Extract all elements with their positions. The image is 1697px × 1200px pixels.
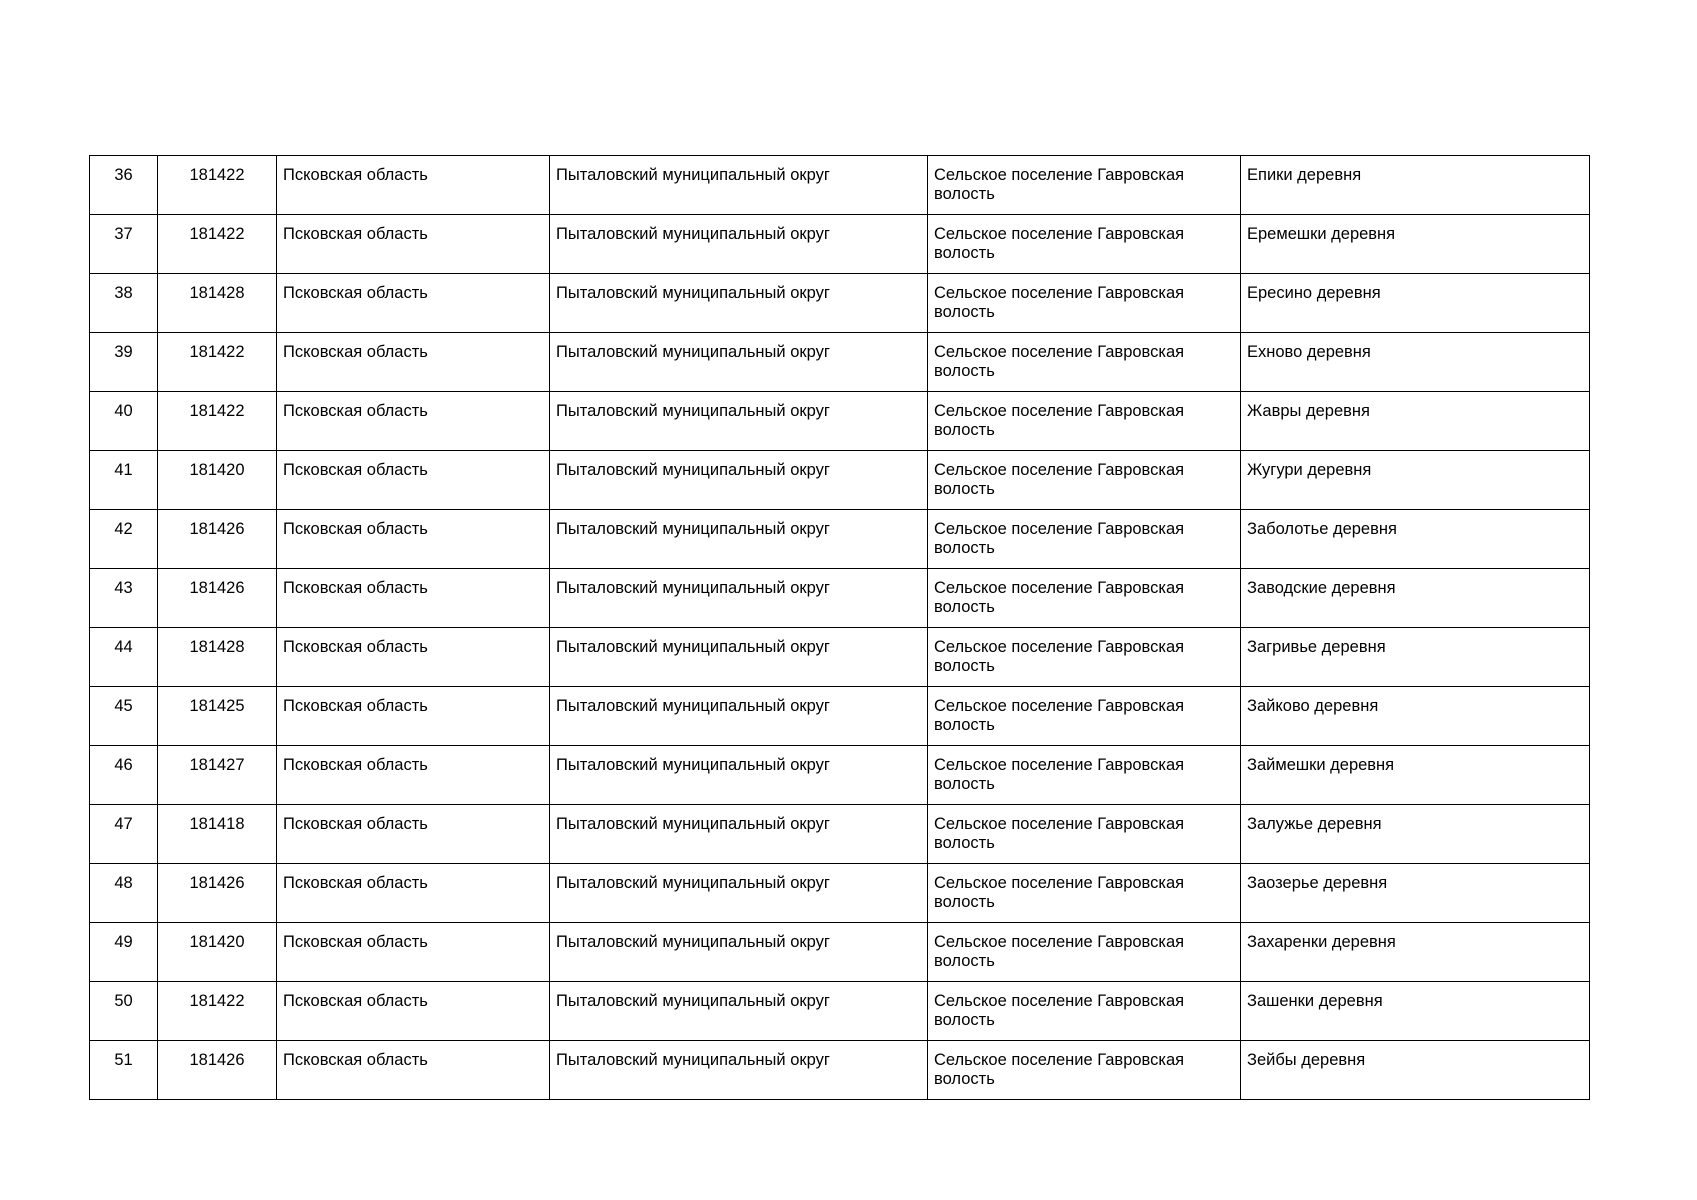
settlement-cell: Сельское поселение Гавровская волость bbox=[928, 746, 1241, 805]
row-number-cell: 46 bbox=[90, 746, 158, 805]
row-number-cell: 38 bbox=[90, 274, 158, 333]
district-cell: Пыталовский муниципальный округ bbox=[550, 156, 928, 215]
district-cell: Пыталовский муниципальный округ bbox=[550, 746, 928, 805]
row-number-cell: 39 bbox=[90, 333, 158, 392]
region-cell: Псковская область bbox=[277, 215, 550, 274]
postal-index-cell: 181420 bbox=[158, 451, 277, 510]
table-row bbox=[90, 215, 1590, 274]
locality-cell: Ересино деревня bbox=[1241, 274, 1590, 333]
locality-cell: Зашенки деревня bbox=[1241, 982, 1590, 1041]
postal-index-cell: 181426 bbox=[158, 510, 277, 569]
postal-index-cell: 181425 bbox=[158, 687, 277, 746]
table-row bbox=[90, 628, 1590, 687]
table-row bbox=[90, 392, 1590, 451]
postal-index-cell: 181422 bbox=[158, 982, 277, 1041]
postal-index-cell: 181426 bbox=[158, 864, 277, 923]
district-cell: Пыталовский муниципальный округ bbox=[550, 864, 928, 923]
settlement-cell: Сельское поселение Гавровская волость bbox=[928, 628, 1241, 687]
region-cell: Псковская область bbox=[277, 392, 550, 451]
district-cell: Пыталовский муниципальный округ bbox=[550, 569, 928, 628]
settlement-cell: Сельское поселение Гавровская волость bbox=[928, 274, 1241, 333]
settlement-cell: Сельское поселение Гавровская волость bbox=[928, 215, 1241, 274]
table-row bbox=[90, 923, 1590, 982]
row-number-cell: 44 bbox=[90, 628, 158, 687]
region-cell: Псковская область bbox=[277, 864, 550, 923]
locality-cell: Жугури деревня bbox=[1241, 451, 1590, 510]
locality-cell: Залужье деревня bbox=[1241, 805, 1590, 864]
row-number-cell: 36 bbox=[90, 156, 158, 215]
district-cell: Пыталовский муниципальный округ bbox=[550, 392, 928, 451]
table-row bbox=[90, 156, 1590, 215]
region-cell: Псковская область bbox=[277, 805, 550, 864]
district-cell: Пыталовский муниципальный округ bbox=[550, 451, 928, 510]
row-number-cell: 43 bbox=[90, 569, 158, 628]
settlement-cell: Сельское поселение Гавровская волость bbox=[928, 510, 1241, 569]
table-row bbox=[90, 451, 1590, 510]
table-row bbox=[90, 274, 1590, 333]
settlement-cell: Сельское поселение Гавровская волость bbox=[928, 982, 1241, 1041]
region-cell: Псковская область bbox=[277, 628, 550, 687]
district-cell: Пыталовский муниципальный округ bbox=[550, 687, 928, 746]
locality-cell: Зейбы деревня bbox=[1241, 1041, 1590, 1100]
table-row bbox=[90, 333, 1590, 392]
region-cell: Псковская область bbox=[277, 923, 550, 982]
row-number-cell: 42 bbox=[90, 510, 158, 569]
region-cell: Псковская область bbox=[277, 569, 550, 628]
settlement-cell: Сельское поселение Гавровская волость bbox=[928, 1041, 1241, 1100]
district-cell: Пыталовский муниципальный округ bbox=[550, 215, 928, 274]
table-row bbox=[90, 510, 1590, 569]
region-cell: Псковская область bbox=[277, 982, 550, 1041]
locality-cell: Ехново деревня bbox=[1241, 333, 1590, 392]
row-number-cell: 51 bbox=[90, 1041, 158, 1100]
settlement-cell: Сельское поселение Гавровская волость bbox=[928, 805, 1241, 864]
settlement-cell: Сельское поселение Гавровская волость bbox=[928, 687, 1241, 746]
postal-index-cell: 181422 bbox=[158, 156, 277, 215]
table-row bbox=[90, 569, 1590, 628]
locality-cell: Заозерье деревня bbox=[1241, 864, 1590, 923]
settlement-cell: Сельское поселение Гавровская волость bbox=[928, 864, 1241, 923]
locality-table bbox=[89, 155, 1590, 1100]
district-cell: Пыталовский муниципальный округ bbox=[550, 805, 928, 864]
region-cell: Псковская область bbox=[277, 687, 550, 746]
locality-cell: Заболотье деревня bbox=[1241, 510, 1590, 569]
region-cell: Псковская область bbox=[277, 1041, 550, 1100]
settlement-cell: Сельское поселение Гавровская волость bbox=[928, 333, 1241, 392]
district-cell: Пыталовский муниципальный округ bbox=[550, 333, 928, 392]
postal-index-cell: 181422 bbox=[158, 392, 277, 451]
row-number-cell: 50 bbox=[90, 982, 158, 1041]
settlement-cell: Сельское поселение Гавровская волость bbox=[928, 923, 1241, 982]
locality-cell: Займешки деревня bbox=[1241, 746, 1590, 805]
region-cell: Псковская область bbox=[277, 333, 550, 392]
postal-index-cell: 181427 bbox=[158, 746, 277, 805]
settlement-cell: Сельское поселение Гавровская волость bbox=[928, 156, 1241, 215]
row-number-cell: 40 bbox=[90, 392, 158, 451]
region-cell: Псковская область bbox=[277, 451, 550, 510]
region-cell: Псковская область bbox=[277, 746, 550, 805]
locality-cell: Загривье деревня bbox=[1241, 628, 1590, 687]
row-number-cell: 47 bbox=[90, 805, 158, 864]
district-cell: Пыталовский муниципальный округ bbox=[550, 982, 928, 1041]
region-cell: Псковская область bbox=[277, 156, 550, 215]
postal-index-cell: 181426 bbox=[158, 1041, 277, 1100]
settlement-cell: Сельское поселение Гавровская волость bbox=[928, 569, 1241, 628]
row-number-cell: 49 bbox=[90, 923, 158, 982]
table-row bbox=[90, 746, 1590, 805]
district-cell: Пыталовский муниципальный округ bbox=[550, 274, 928, 333]
postal-index-cell: 181422 bbox=[158, 333, 277, 392]
locality-cell: Захаренки деревня bbox=[1241, 923, 1590, 982]
region-cell: Псковская область bbox=[277, 510, 550, 569]
locality-cell: Епики деревня bbox=[1241, 156, 1590, 215]
settlement-cell: Сельское поселение Гавровская волость bbox=[928, 392, 1241, 451]
locality-cell: Еремешки деревня bbox=[1241, 215, 1590, 274]
locality-cell: Заводские деревня bbox=[1241, 569, 1590, 628]
postal-index-cell: 181428 bbox=[158, 628, 277, 687]
table-row bbox=[90, 1041, 1590, 1100]
locality-cell: Зайково деревня bbox=[1241, 687, 1590, 746]
row-number-cell: 48 bbox=[90, 864, 158, 923]
table-body bbox=[90, 156, 1590, 1100]
locality-cell: Жавры деревня bbox=[1241, 392, 1590, 451]
postal-index-cell: 181428 bbox=[158, 274, 277, 333]
table-row bbox=[90, 864, 1590, 923]
postal-index-cell: 181422 bbox=[158, 215, 277, 274]
row-number-cell: 41 bbox=[90, 451, 158, 510]
district-cell: Пыталовский муниципальный округ bbox=[550, 628, 928, 687]
postal-index-cell: 181420 bbox=[158, 923, 277, 982]
postal-index-cell: 181426 bbox=[158, 569, 277, 628]
row-number-cell: 37 bbox=[90, 215, 158, 274]
district-cell: Пыталовский муниципальный округ bbox=[550, 510, 928, 569]
table-row bbox=[90, 982, 1590, 1041]
row-number-cell: 45 bbox=[90, 687, 158, 746]
district-cell: Пыталовский муниципальный округ bbox=[550, 1041, 928, 1100]
settlement-cell: Сельское поселение Гавровская волость bbox=[928, 451, 1241, 510]
table-row bbox=[90, 805, 1590, 864]
table-row bbox=[90, 687, 1590, 746]
region-cell: Псковская область bbox=[277, 274, 550, 333]
district-cell: Пыталовский муниципальный округ bbox=[550, 923, 928, 982]
postal-index-cell: 181418 bbox=[158, 805, 277, 864]
